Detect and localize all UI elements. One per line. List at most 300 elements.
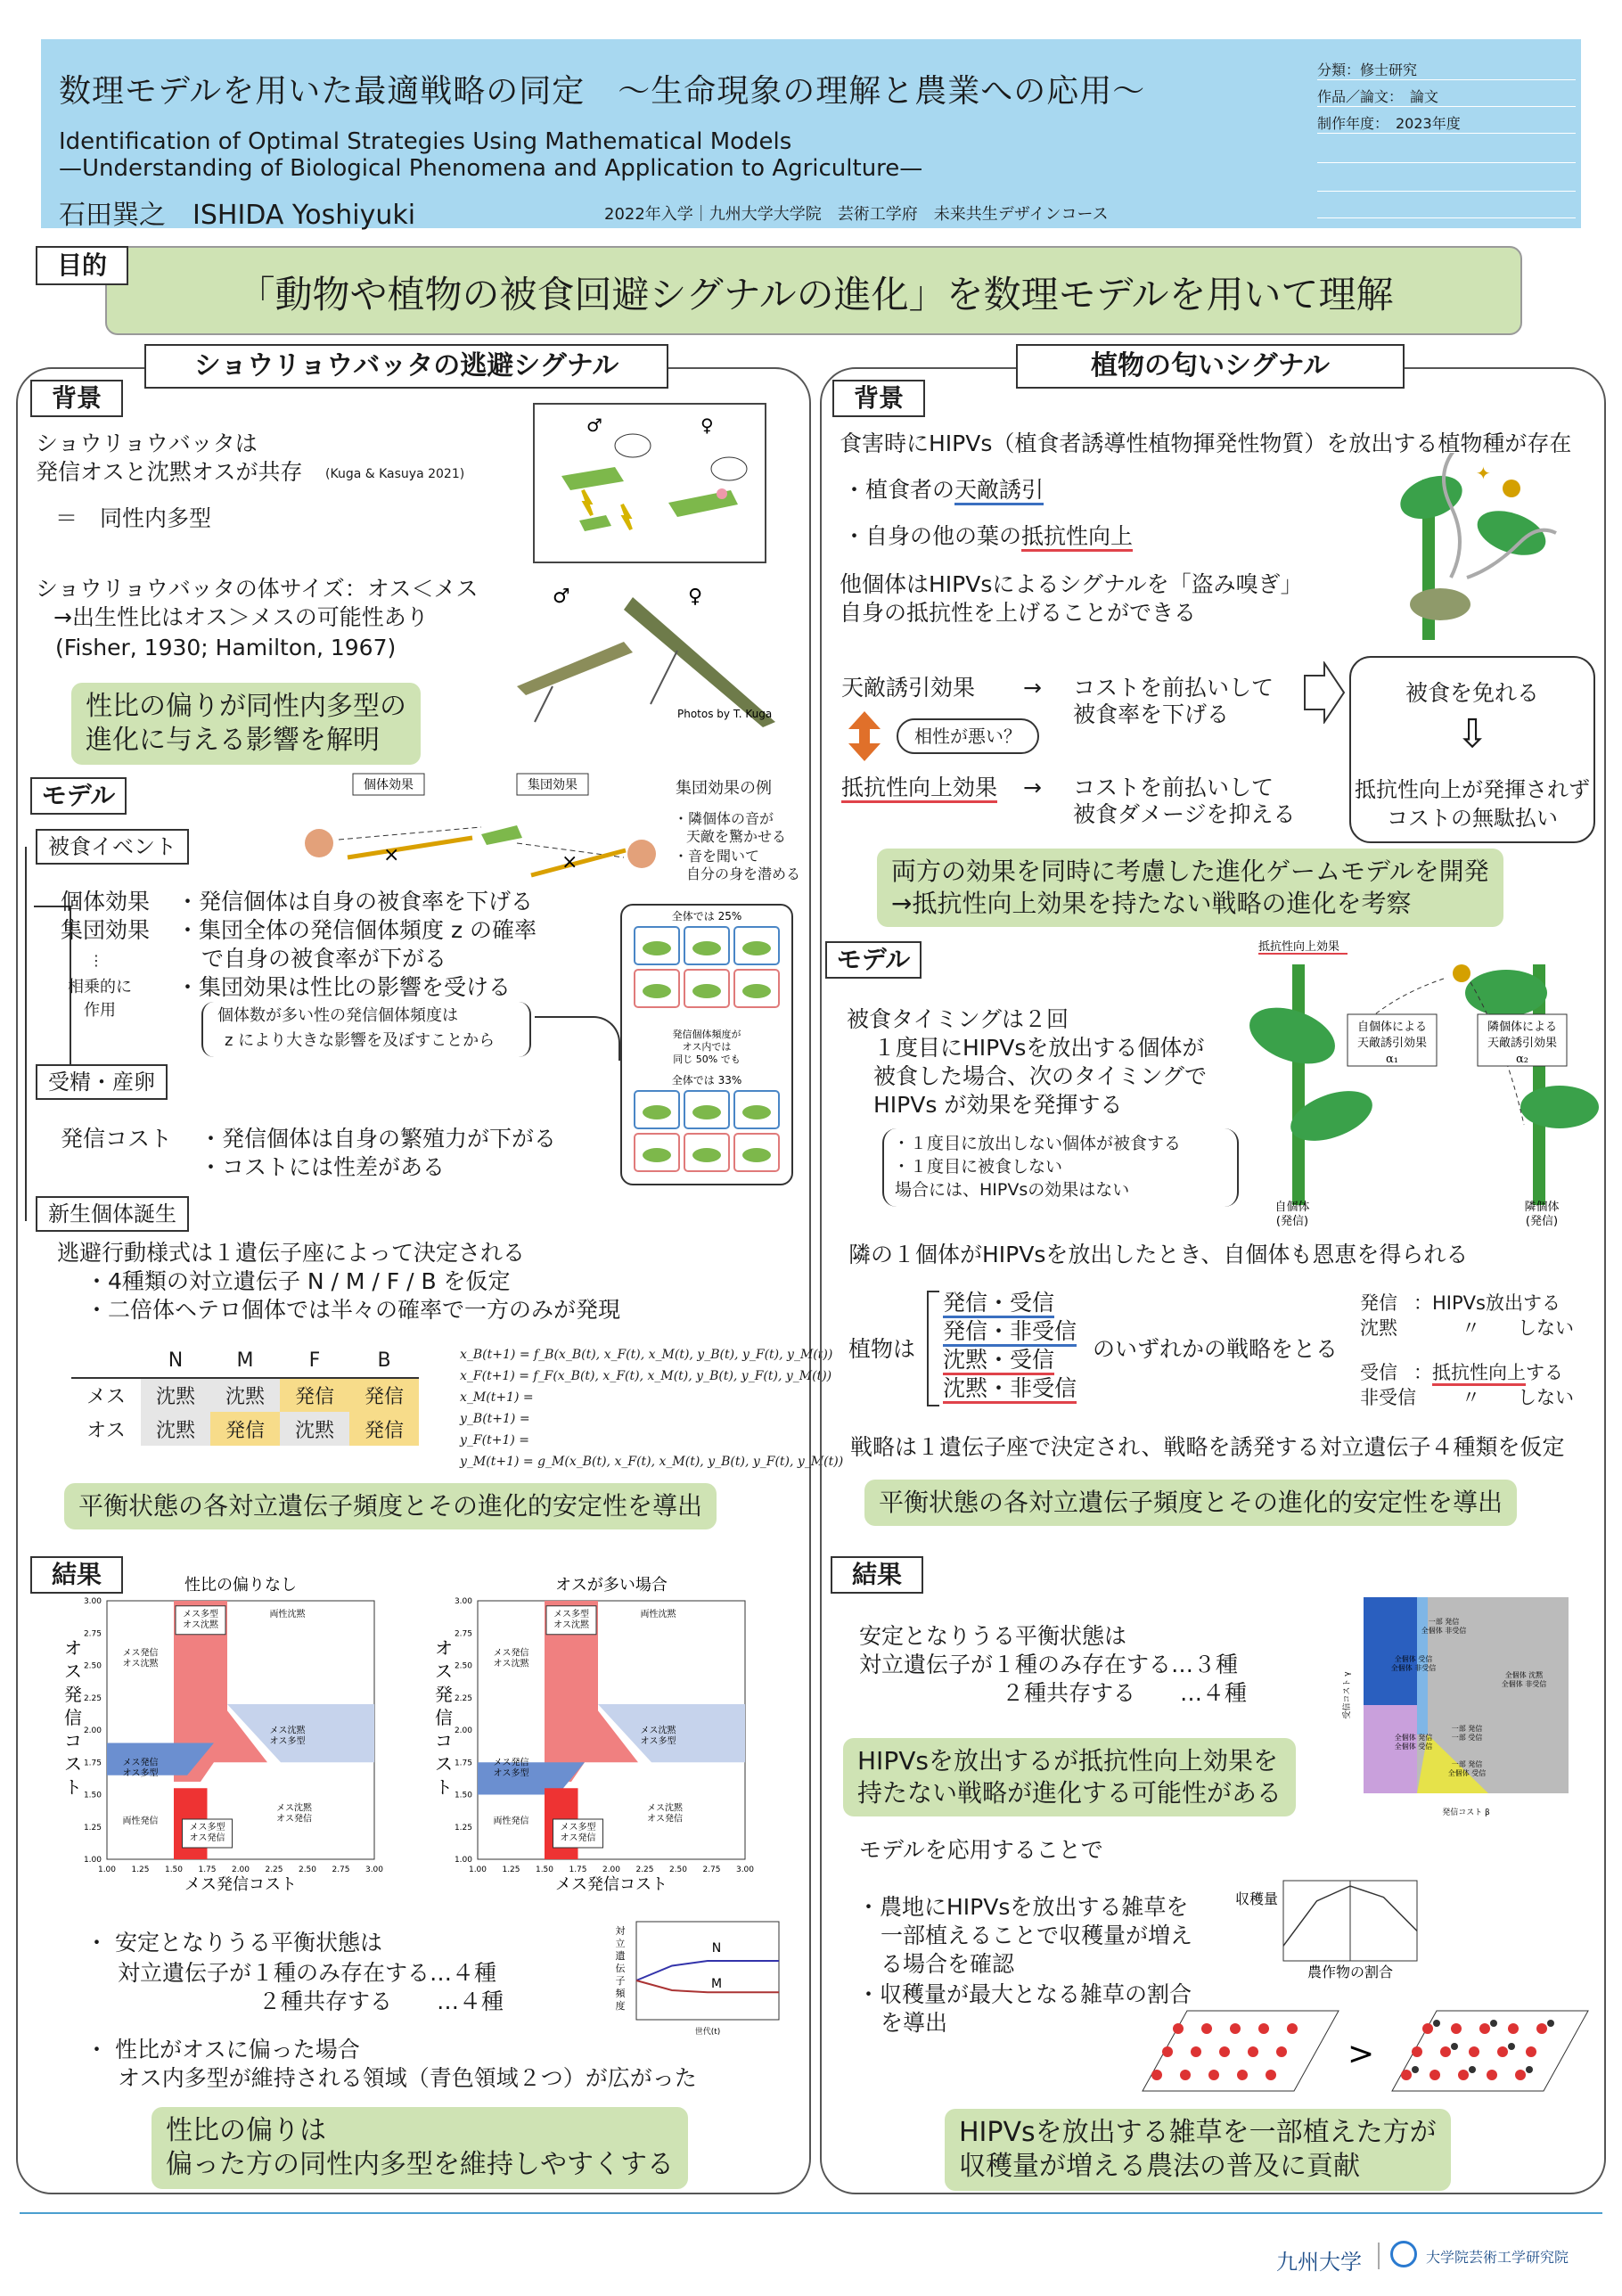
x-label: メス発信コスト xyxy=(555,1875,668,1894)
region-label: 全個体 非受信 xyxy=(1421,1627,1467,1635)
grid-label: 発信個体頻度が xyxy=(672,1029,741,1040)
text: ２種共存する …４種 xyxy=(1002,1680,1248,1706)
x-tick: 2.75 xyxy=(702,1866,721,1874)
fig-label: (発信) xyxy=(1525,1215,1559,1228)
y-label: ト xyxy=(64,1776,82,1798)
left-result-label: 結果 xyxy=(30,1556,123,1594)
grid-label: 全体では 25% xyxy=(671,910,742,922)
y-tick: 3.00 xyxy=(454,1597,472,1606)
region-label: オス多型 xyxy=(122,1768,159,1779)
left-derive: 平衡状態の各対立遺伝子頻度とその進化的安定性を導出 xyxy=(64,1483,717,1529)
conclusion-line: 偏った方の同性内多型を維持しやすくする xyxy=(166,2149,674,2180)
equation: x_F(t+1) = f_F(x_B(t), x_F(t), x_M(t), y_B(t), y_F(t), y_M(t)) xyxy=(460,1369,832,1383)
region-label: オス多型 xyxy=(640,1736,676,1747)
connector xyxy=(535,1016,620,1061)
resistance-text: 抵抗性向上 xyxy=(1021,523,1133,552)
x-tick: 1.50 xyxy=(535,1866,554,1874)
text: ・自身の他の葉の xyxy=(843,523,1022,549)
chart-title: 性比の偏りなし xyxy=(184,1576,297,1595)
text: 〃 しない xyxy=(1462,1317,1574,1339)
region-label: メス沈黙 xyxy=(269,1726,306,1736)
chart-title: オスが多い場合 xyxy=(555,1576,668,1595)
y-tick: 1.25 xyxy=(454,1823,472,1833)
y-label: ス xyxy=(64,1660,82,1682)
text: 他個体はHIPVsによるシグナルを「盗み嗅ぎ」 xyxy=(840,571,1303,597)
affiliation: 2022年入学｜九州大学大学院 芸術工学府 未来共生デザインコース xyxy=(604,205,1109,224)
model-plant-figure xyxy=(1239,938,1599,1234)
y-label: 遺 xyxy=(615,1950,626,1962)
grasshopper-icon xyxy=(692,1105,721,1119)
crop-icon xyxy=(1479,2023,1490,2034)
text: ショウリョウバッタは xyxy=(36,430,258,456)
grasshopper-icon xyxy=(692,984,721,998)
y-tick: 1.75 xyxy=(454,1759,472,1768)
text: 発信コスト xyxy=(61,1126,173,1152)
text: ・ 性比がオスに偏った場合 xyxy=(86,2037,360,2062)
fig-label: 自個体による xyxy=(1356,1021,1428,1034)
female-symbol: ♀ xyxy=(688,586,703,608)
alpha2: α₂ xyxy=(1516,1053,1528,1066)
text: 沈黙 xyxy=(1360,1317,1397,1339)
field-illustration xyxy=(1125,1993,1597,2109)
insect-icon xyxy=(1412,2066,1419,2073)
frequency-example xyxy=(620,904,793,1185)
yield-chart xyxy=(1230,1877,1426,1984)
step-predation: 被食イベント xyxy=(36,829,189,865)
text: 抵抗性向上が発揮されず xyxy=(1355,777,1590,802)
region-label: 一部 受信 xyxy=(1451,1734,1483,1742)
grid-label: 全体では 33% xyxy=(671,1074,742,1086)
crop-icon xyxy=(1248,2046,1258,2057)
crop-icon xyxy=(1487,2070,1497,2080)
text: 被食タイミングは２回 xyxy=(847,1006,1069,1032)
step-birth: 新生個体誕生 xyxy=(36,1196,189,1232)
text: 個体数が多い性の発信個体頻度は xyxy=(217,1006,458,1025)
text: ・発信個体は自身の繁殖力が下がる xyxy=(200,1126,557,1152)
text: 天敵を驚かせる xyxy=(686,828,787,845)
dept-logo-icon xyxy=(1390,2241,1417,2267)
grasshopper-icon xyxy=(643,1148,671,1162)
y-label: 信 xyxy=(435,1707,453,1728)
author: 石田巽之 ISHIDA Yoshiyuki xyxy=(59,200,416,231)
crop-icon xyxy=(1469,2046,1479,2057)
fig-label: 自個体 xyxy=(1274,1201,1310,1214)
conclusion-line: HIPVsを放出する雑草を一部植えた方が xyxy=(959,2117,1437,2148)
region-label: オス発信 xyxy=(276,1814,312,1824)
male-symbol: ♂ xyxy=(586,414,602,436)
x-tick: 2.00 xyxy=(231,1866,250,1874)
x-tick: 2.50 xyxy=(668,1866,688,1874)
crop-icon xyxy=(1515,2070,1526,2080)
y-tick: 2.00 xyxy=(454,1726,472,1735)
region-label: 一部 発信 xyxy=(1451,1760,1483,1768)
grasshopper-icon xyxy=(643,1105,671,1119)
conclusion-line: 収穫量が増える農法の普及に貢献 xyxy=(959,2151,1360,2182)
title-en-2: —Understanding of Biological Phenomena and Application to Agriculture— xyxy=(59,155,923,182)
conclusion-line: 性比の偏りは xyxy=(166,2115,326,2146)
y-tick: 2.25 xyxy=(83,1693,102,1703)
alpha1: α₁ xyxy=(1386,1053,1398,1066)
crop-icon xyxy=(1458,2070,1469,2080)
text: る場合を確認 xyxy=(881,1951,1015,1977)
text: ・発信個体は自身の被食率を下げる xyxy=(176,889,534,914)
y-label: ス xyxy=(435,1660,453,1682)
region-label: オス沈黙 xyxy=(122,1659,159,1669)
header-banner xyxy=(41,39,1581,231)
text: 場合には、HIPVsの効果はない xyxy=(895,1180,1130,1200)
left-conclusion xyxy=(152,2107,688,2189)
goal-line: 両方の効果を同時に考慮した進化ゲームモデルを開発 xyxy=(891,857,1489,886)
svg-text:×: × xyxy=(561,851,578,873)
y-tick: 1.50 xyxy=(83,1791,102,1800)
x-tick: 1.25 xyxy=(502,1866,520,1874)
insect-icon xyxy=(1508,2043,1515,2050)
text: 逃避行動様式は１遺伝子座によって決定される xyxy=(57,1240,526,1266)
table-cell: 沈黙 xyxy=(141,1378,210,1412)
region-label: 全個体 受信 xyxy=(1447,1769,1487,1777)
right-model-label: モデル xyxy=(825,941,922,979)
text: 食害時にHIPVs（植食者誘導性植物揮発性物質）を放出する植物種が存在 xyxy=(840,430,1572,456)
region-label: オス発信 xyxy=(189,1833,225,1843)
region-label: オス沈黙 xyxy=(183,1620,218,1630)
flow-line xyxy=(25,847,27,1221)
text: ：HIPVs放出する xyxy=(1413,1292,1561,1314)
text: で自身の被食率が下がる xyxy=(201,946,447,972)
equation: x_B(t+1) = f_B(x_B(t), x_F(t), x_M(t), y_B(t), y_F(t), y_M(t)) xyxy=(460,1348,833,1362)
x-tick: 1.75 xyxy=(198,1866,217,1874)
text: 被食ダメージを抑える xyxy=(1073,801,1296,827)
text: HIPVsを放出するが抵抗性向上効果を xyxy=(857,1746,1278,1775)
crop-icon xyxy=(1173,2023,1184,2034)
y-tick: 2.50 xyxy=(454,1661,472,1671)
region-label: 全個体 発信 xyxy=(1394,1734,1433,1742)
down-arrow-icon: ⇩ xyxy=(1455,711,1489,757)
left-title: ショウリョウバッタの逃避シグナル xyxy=(144,344,668,389)
grasshopper-icon xyxy=(643,941,671,955)
x-tick: 3.00 xyxy=(365,1866,384,1874)
y-label: ス xyxy=(64,1753,82,1775)
left-model-label: モデル xyxy=(30,777,127,815)
right-goal xyxy=(877,849,1503,927)
x-tick: 1.75 xyxy=(569,1866,587,1874)
y-tick: 3.00 xyxy=(83,1597,102,1606)
group-effect-label: 集団効果 xyxy=(528,778,578,792)
work-type: 作品／論文： 論文 xyxy=(1317,88,1439,105)
crop-icon xyxy=(1180,2070,1191,2080)
region-label: 全個体 受信 xyxy=(1394,1742,1433,1751)
svg-text:×: × xyxy=(383,844,400,866)
goal-line: →抵抗性向上効果を持たない戦略の進化を考察 xyxy=(891,889,1412,918)
text: ： xyxy=(1413,1362,1432,1383)
crop-icon xyxy=(1422,2023,1433,2034)
insect-icon xyxy=(1490,2020,1497,2027)
compat-bubble: 相性が悪い？ xyxy=(897,718,1039,754)
y-tick: 2.25 xyxy=(454,1693,472,1703)
text: z により大きな影響を及ぼすことから xyxy=(225,1031,496,1050)
text: コストを前払いして xyxy=(1073,775,1274,800)
table-row xyxy=(71,1344,419,1378)
purpose-label: 目的 xyxy=(36,246,128,285)
text: オス内多型が維持される領域（青色領域２つ）が広がった xyxy=(118,2065,697,2091)
x-tick: 2.25 xyxy=(635,1866,654,1874)
arrow: → xyxy=(1023,775,1042,800)
text: 個体効果 xyxy=(61,889,151,914)
grasshopper-photo xyxy=(499,570,820,731)
y-tick: 2.00 xyxy=(83,1726,102,1735)
table-cell: オス xyxy=(86,1419,126,1442)
insect-icon xyxy=(1451,2043,1458,2050)
purpose-box xyxy=(105,246,1522,335)
crop-icon xyxy=(1526,2046,1536,2057)
region-blue xyxy=(1364,1597,1417,1705)
phase-chart-male-biased xyxy=(424,1574,772,1895)
x-label: 農作物の割合 xyxy=(1307,1964,1394,1980)
y-label: オ xyxy=(64,1637,82,1659)
crop-icon xyxy=(1497,2046,1508,2057)
footer-line xyxy=(20,2212,1602,2214)
crop-icon xyxy=(1429,2070,1440,2080)
text: HIPVs が効果を発揮する xyxy=(873,1092,1123,1118)
grasshopper-icon xyxy=(742,984,771,998)
y-label: 受信コスト γ xyxy=(1343,1671,1352,1719)
text: 被食を免れる xyxy=(1405,680,1539,706)
x-tick: 2.00 xyxy=(602,1866,621,1874)
region-label: 両性沈黙 xyxy=(640,1609,676,1620)
text: ・集団全体の発信個体頻度 z の確率 xyxy=(176,917,537,943)
y-label: 子 xyxy=(615,1975,626,1987)
y-tick: 1.75 xyxy=(83,1759,102,1768)
goal-line: 進化に与える影響を解明 xyxy=(86,725,380,756)
text: 対立遺伝子が１種のみ存在する…４種 xyxy=(118,1960,497,1986)
table-cell: B xyxy=(349,1344,419,1378)
region-label: メス多型 xyxy=(183,1609,218,1620)
grasshopper-icon xyxy=(742,1105,771,1119)
grasshopper-icon xyxy=(692,941,721,955)
reference: (Kuga & Kasuya 2021) xyxy=(325,467,465,481)
crop-icon xyxy=(1451,2023,1462,2034)
dept-name: 大学院芸術工学研究院 xyxy=(1426,2249,1569,2266)
text: コストを前払いして xyxy=(1073,675,1274,701)
text: ・農地にHIPVsを放出する雑草を xyxy=(857,1894,1189,1920)
text: 〃 しない xyxy=(1462,1387,1574,1408)
region-label: 全個体 非受信 xyxy=(1501,1680,1547,1688)
x-tick: 1.00 xyxy=(468,1866,487,1874)
step-fertilization: 受精・産卵 xyxy=(36,1064,168,1100)
y-tick: 2.50 xyxy=(83,1661,102,1671)
region-label: 両性発信 xyxy=(122,1816,159,1826)
reference: (Fisher, 1930; Hamilton, 1967) xyxy=(55,635,397,660)
category: 分類：修士研究 xyxy=(1317,62,1418,78)
text: ＝ 同性内多型 xyxy=(55,505,212,531)
region-label: メス発信 xyxy=(122,1648,159,1659)
effect-diagram xyxy=(294,772,668,888)
table-cell: 沈黙 xyxy=(280,1412,349,1446)
x-label: 発信コスト β xyxy=(1442,1808,1490,1817)
y-label: コ xyxy=(435,1730,453,1751)
text: ・音を聞いて xyxy=(674,848,760,865)
bracket xyxy=(927,1291,939,1406)
region-label: オス多型 xyxy=(269,1736,306,1747)
right-conclusion xyxy=(945,2109,1451,2191)
right-derive: 平衡状態の各対立遺伝子頻度とその進化的安定性を導出 xyxy=(864,1480,1517,1526)
crop-icon xyxy=(1401,2070,1412,2080)
left-bg-label: 背景 xyxy=(30,380,123,417)
table-row xyxy=(71,1412,419,1446)
region-label: メス沈黙 xyxy=(640,1726,676,1736)
text: ・コストには性差がある xyxy=(200,1154,446,1180)
strategy-phase-chart xyxy=(1337,1588,1586,1829)
crop-icon xyxy=(1219,2046,1230,2057)
crop-icon xyxy=(1201,2023,1212,2034)
outcome-box xyxy=(1349,656,1595,843)
text: ２種共存する …４種 xyxy=(258,1988,504,2014)
grasshopper-illustration xyxy=(533,403,766,563)
x-label: メス発信コスト xyxy=(184,1875,297,1894)
text: 被食率を下げる xyxy=(1073,701,1230,727)
region-label: オス沈黙 xyxy=(553,1620,589,1630)
equation: y_F(t+1) = xyxy=(460,1433,529,1447)
grasshopper-icon xyxy=(643,984,671,998)
region-label: 一部 発信 xyxy=(1428,1618,1460,1626)
text: ⋮ xyxy=(89,952,103,969)
crop-icon xyxy=(1287,2023,1298,2034)
double-arrow-icon xyxy=(847,709,882,763)
text: ・収穫量が最大となる雑草の割合 xyxy=(857,1981,1192,2007)
y-label: 伝 xyxy=(615,1963,626,1974)
text: 発信 xyxy=(1360,1292,1397,1314)
year: 制作年度： 2023年度 xyxy=(1317,115,1461,132)
insect-icon xyxy=(1547,2020,1554,2027)
region-label: オス沈黙 xyxy=(493,1659,529,1669)
y-label: 発 xyxy=(64,1684,82,1705)
insect-icon xyxy=(1469,2066,1476,2073)
equation: x_M(t+1) = xyxy=(460,1390,534,1405)
grasshopper-icon xyxy=(742,941,771,955)
right-arrow-icon xyxy=(1303,661,1346,724)
region-label: メス多型 xyxy=(560,1823,596,1833)
text: 受信 xyxy=(1360,1362,1397,1383)
table-row xyxy=(71,1378,419,1412)
fig-label: 天敵誘引効果 xyxy=(1487,1037,1558,1050)
crop-icon xyxy=(1151,2070,1162,2080)
divider xyxy=(1378,2243,1380,2269)
fig-label: (発信) xyxy=(1275,1215,1309,1228)
region-label: メス多型 xyxy=(553,1609,589,1620)
right-title: 植物の匂いシグナル xyxy=(1016,344,1405,389)
strategy: 沈黙・受信 xyxy=(943,1347,1054,1375)
text: →出生性比はオス＞メスの可能性あり xyxy=(53,604,429,630)
text: ・植食者の xyxy=(843,477,955,503)
text: ・１度目に被食しない xyxy=(893,1157,1063,1177)
table-cell: F xyxy=(280,1344,349,1378)
table-cell xyxy=(71,1344,141,1378)
region-label: 両性発信 xyxy=(493,1816,529,1826)
table-cell: 発信 xyxy=(280,1378,349,1412)
univ-logo: 九州大学 xyxy=(1276,2250,1362,2275)
y-label: 頻 xyxy=(615,1988,626,1999)
text: ・4種類の対立遺伝子 N / M / F / B を仮定 xyxy=(86,1268,511,1294)
text: を導出 xyxy=(881,2010,948,2036)
y-label: ト xyxy=(435,1776,453,1798)
crop-icon xyxy=(1266,2070,1276,2080)
phase-chart-no-bias xyxy=(53,1574,401,1895)
text: 安定となりうる平衡状態は xyxy=(859,1623,1127,1649)
series-label: M xyxy=(710,1977,723,1991)
left-goal xyxy=(71,683,421,765)
strategy: 沈黙・非受信 xyxy=(943,1375,1077,1404)
plant-illustration xyxy=(1387,453,1601,640)
fig-label: 隣個体 xyxy=(1524,1201,1560,1214)
x-tick: 1.50 xyxy=(164,1866,184,1874)
region-label: 全個体 非受信 xyxy=(1390,1664,1437,1672)
text: 天敵誘引効果 xyxy=(841,675,976,701)
text: 集団効果 xyxy=(61,917,151,943)
y-tick: 1.00 xyxy=(83,1856,102,1865)
table-cell: 発信 xyxy=(349,1378,419,1412)
x-label: 世代(t) xyxy=(694,2028,721,2037)
text: 持たない戦略が進化する可能性がある xyxy=(857,1778,1282,1808)
y-label: 立 xyxy=(615,1938,626,1949)
text: コストの無駄払い xyxy=(1387,806,1558,831)
table-cell: 沈黙 xyxy=(210,1378,280,1412)
y-label: 信 xyxy=(64,1707,82,1728)
text: ・集団効果は性比の影響を受ける xyxy=(176,974,512,1000)
crop-icon xyxy=(1276,2046,1287,2057)
region-label: メス発信 xyxy=(493,1648,529,1659)
table-cell: 発信 xyxy=(349,1412,419,1446)
strategy: 発信・非受信 xyxy=(943,1318,1077,1347)
text: 植物は xyxy=(848,1336,916,1362)
text: 隣の１個体がHIPVsを放出したとき、自個体も恩恵を得られる xyxy=(848,1242,1469,1267)
text: １度目にHIPVsを放出する個体が xyxy=(873,1035,1205,1061)
text: 作用 xyxy=(84,1001,116,1020)
region-label: メス発信 xyxy=(122,1758,159,1768)
text: 発信オスと沈黙オスが共存 xyxy=(36,459,303,485)
x-tick: 1.00 xyxy=(97,1866,117,1874)
purpose-text: 「動物や植物の被食回避シグナルの進化」を数理モデルを用いて理解 xyxy=(237,273,1394,316)
allele-table xyxy=(71,1344,419,1446)
crop-icon xyxy=(1258,2023,1269,2034)
female-symbol: ♀ xyxy=(700,414,714,436)
crop-icon xyxy=(1237,2070,1248,2080)
series-label: N xyxy=(711,1941,722,1956)
text: モデルを応用することで xyxy=(859,1837,1103,1863)
y-tick: 1.50 xyxy=(454,1791,472,1800)
region-label: オス多型 xyxy=(493,1768,529,1779)
crop-icon xyxy=(1162,2046,1173,2057)
title-jp: 数理モデルを用いた最適戦略の同定 〜生命現象の理解と農業への応用〜 xyxy=(59,73,1146,110)
natural-enemy-text: 天敵誘引 xyxy=(954,477,1044,505)
text: ・隣個体の音が xyxy=(674,810,774,827)
y-tick: 2.75 xyxy=(454,1629,472,1639)
text: のいずれかの戦略をとる xyxy=(1093,1336,1339,1362)
right-result-label: 結果 xyxy=(831,1556,923,1594)
grasshopper-icon xyxy=(742,1148,771,1162)
text: ・二倍体ヘテロ個体では半々の確率で一方のみが発現 xyxy=(86,1297,621,1323)
group-example-title: 集団効果の例 xyxy=(676,779,772,798)
right-result-highlight xyxy=(843,1738,1296,1816)
x-tick: 2.75 xyxy=(332,1866,350,1874)
resistance-effect-text: 抵抗性向上効果 xyxy=(841,775,997,803)
table-cell: 沈黙 xyxy=(141,1412,210,1446)
text: 自分の身を潜める xyxy=(686,865,801,882)
text: ・ 安定となりうる平衡状態は xyxy=(86,1930,382,1956)
equation: y_M(t+1) = g_M(x_B(t), x_F(t), x_M(t), y_B(t), y_F(t), y_M(t)) xyxy=(460,1455,844,1469)
crop-icon xyxy=(1440,2046,1451,2057)
crop-icon xyxy=(1230,2023,1241,2034)
crop-icon xyxy=(1536,2023,1547,2034)
x-tick: 1.25 xyxy=(131,1866,150,1874)
